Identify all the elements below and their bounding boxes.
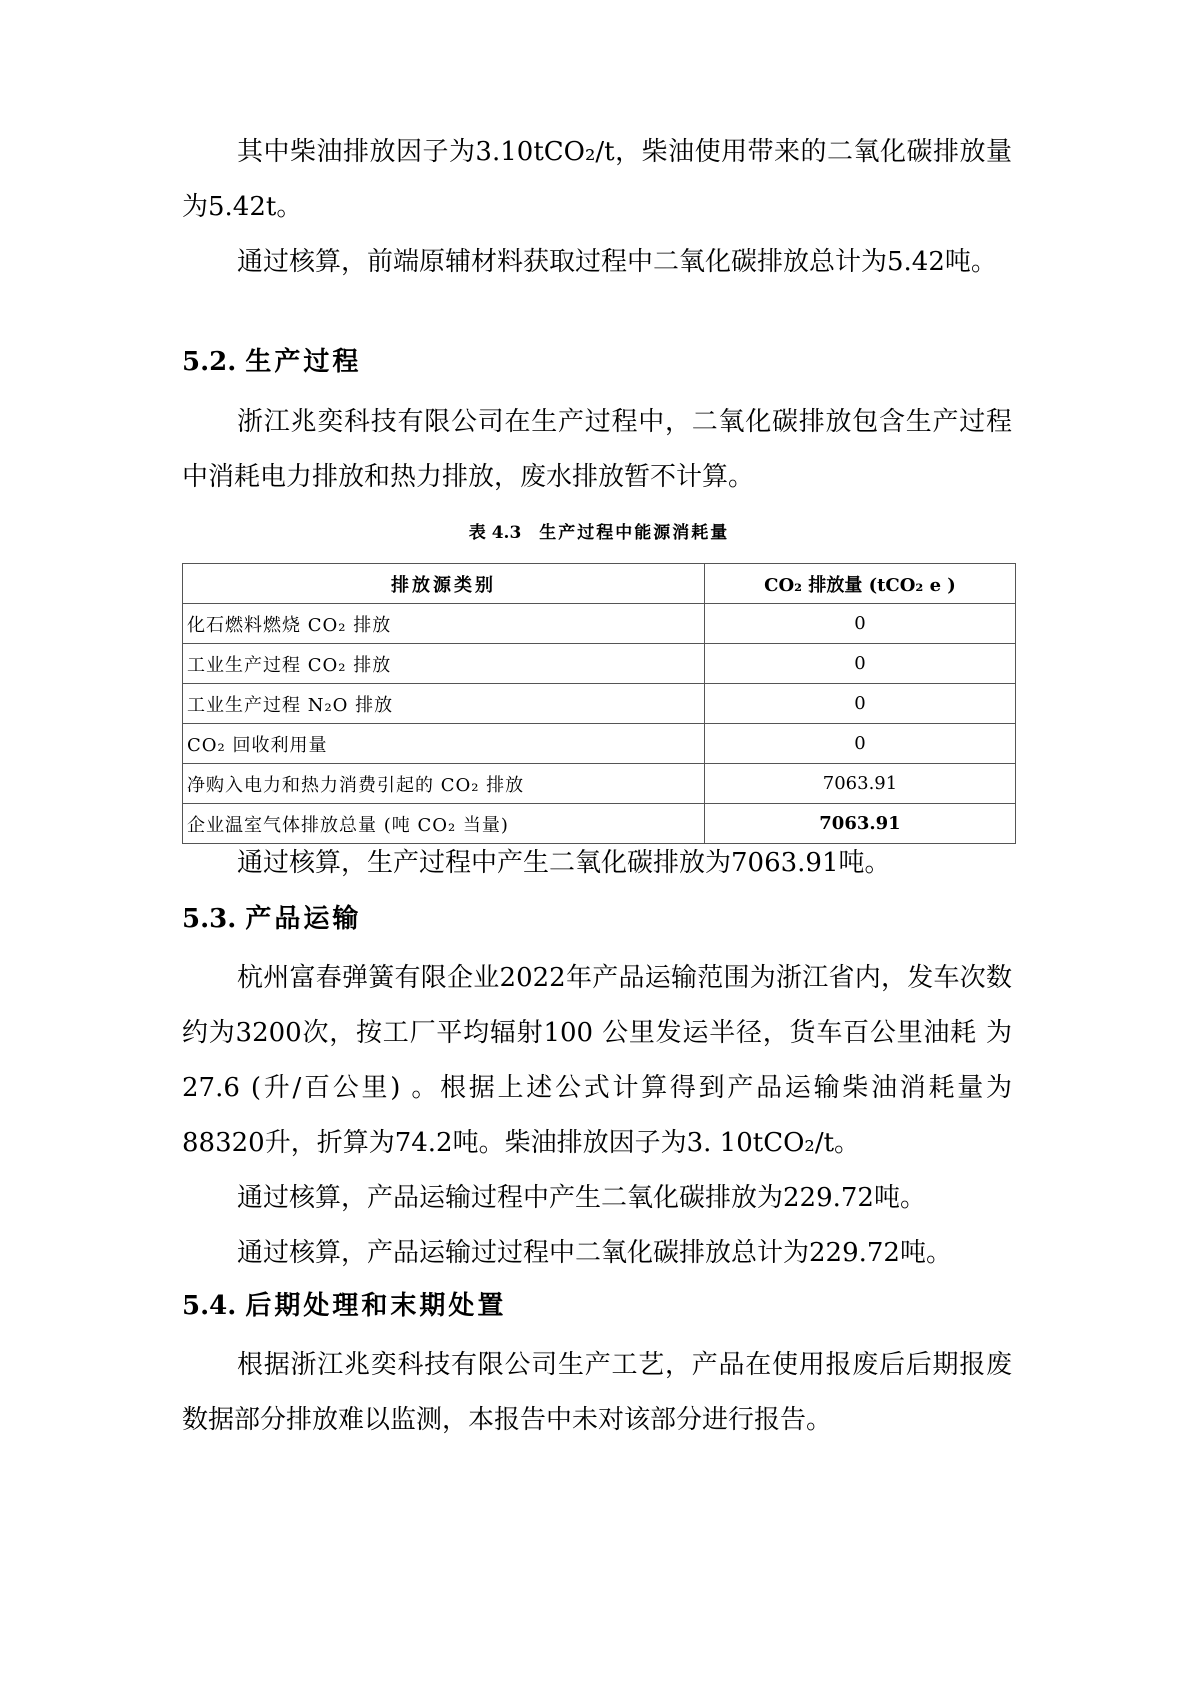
row-value: 0 <box>705 724 1016 764</box>
row-label: CO₂ 回收利用量 <box>183 724 705 764</box>
section-heading-5-4 <box>182 1286 506 1326</box>
row-label: 工业生产过程 N₂O 排放 <box>183 684 705 724</box>
section-heading-5-3 <box>182 899 361 939</box>
paragraph-transport-details: 杭州富春弹簧有限企业2022年产品运输范围为浙江省内，发车次数约为3200次，按工厂平均辐射100 公里发运半径，货车百公里油耗 为27.6 (升/百公里) 。根据上述公式计算得到产品运输柴油消耗量为88320升，折算为74.2吨。柴油排放因子为3. 10tCO₂/t。 <box>182 963 1012 1158</box>
row-value: 0 <box>705 644 1016 684</box>
energy-consumption-table <box>182 563 1016 844</box>
paragraph-production-result: 通过核算，生产过程中产生二氧化碳排放为7063.91吨。 <box>237 848 891 878</box>
row-value-total: 7063.91 <box>705 804 1016 844</box>
table-caption-title: 生产过程中能源消耗量 <box>539 523 730 543</box>
section-heading-5-2 <box>182 342 361 382</box>
row-label: 工业生产过程 CO₂ 排放 <box>183 644 705 684</box>
table-caption <box>182 521 1016 545</box>
paragraph-end-of-life: 根据浙江兆奕科技有限公司生产工艺，产品在使用报废后后期报废数据部分排放难以监测，本报告中未对该部分进行报告。 <box>182 1350 1012 1435</box>
section-number: 5.2. <box>182 347 237 377</box>
header-source-category: 排放源类别 <box>183 564 705 604</box>
section-number: 5.3. <box>182 904 237 934</box>
row-label: 化石燃料燃烧 CO₂ 排放 <box>183 604 705 644</box>
table-row-total <box>183 804 1016 844</box>
row-label: 企业温室气体排放总量 (吨 CO₂ 当量) <box>183 804 705 844</box>
section-title: 后期处理和末期处置 <box>245 1291 507 1321</box>
table-row <box>183 684 1016 724</box>
paragraph-production-intro: 浙江兆奕科技有限公司在生产过程中，二氧化碳排放包含生产过程中消耗电力排放和热力排放，废水排放暂不计算。 <box>182 407 1012 492</box>
table-row <box>183 764 1016 804</box>
row-value: 0 <box>705 604 1016 644</box>
row-label: 净购入电力和热力消费引起的 CO₂ 排放 <box>183 764 705 804</box>
table-row <box>183 604 1016 644</box>
paragraph-transport-result: 通过核算，产品运输过程中产生二氧化碳排放为229.72吨。 <box>237 1183 926 1213</box>
table-row <box>183 724 1016 764</box>
row-value: 7063.91 <box>705 764 1016 804</box>
table-header-row <box>183 564 1016 604</box>
header-co2-emission: CO₂ 排放量 (tCO₂ e ) <box>705 564 1016 604</box>
section-title: 产品运输 <box>245 904 362 934</box>
section-number: 5.4. <box>182 1291 237 1321</box>
paragraph-diesel-factor: 其中柴油排放因子为3.10tCO₂/t，柴油使用带来的二氧化碳排放量为5.42t。 <box>182 137 1012 222</box>
row-value: 0 <box>705 684 1016 724</box>
table-row <box>183 644 1016 684</box>
table-caption-number: 表 4.3 <box>468 523 522 543</box>
paragraph-transport-total: 通过核算，产品运输过过程中二氧化碳排放总计为229.72吨。 <box>237 1238 952 1268</box>
section-title: 生产过程 <box>245 347 362 377</box>
paragraph-raw-material-total: 通过核算，前端原辅材料获取过程中二氧化碳排放总计为5.42吨。 <box>237 247 997 277</box>
